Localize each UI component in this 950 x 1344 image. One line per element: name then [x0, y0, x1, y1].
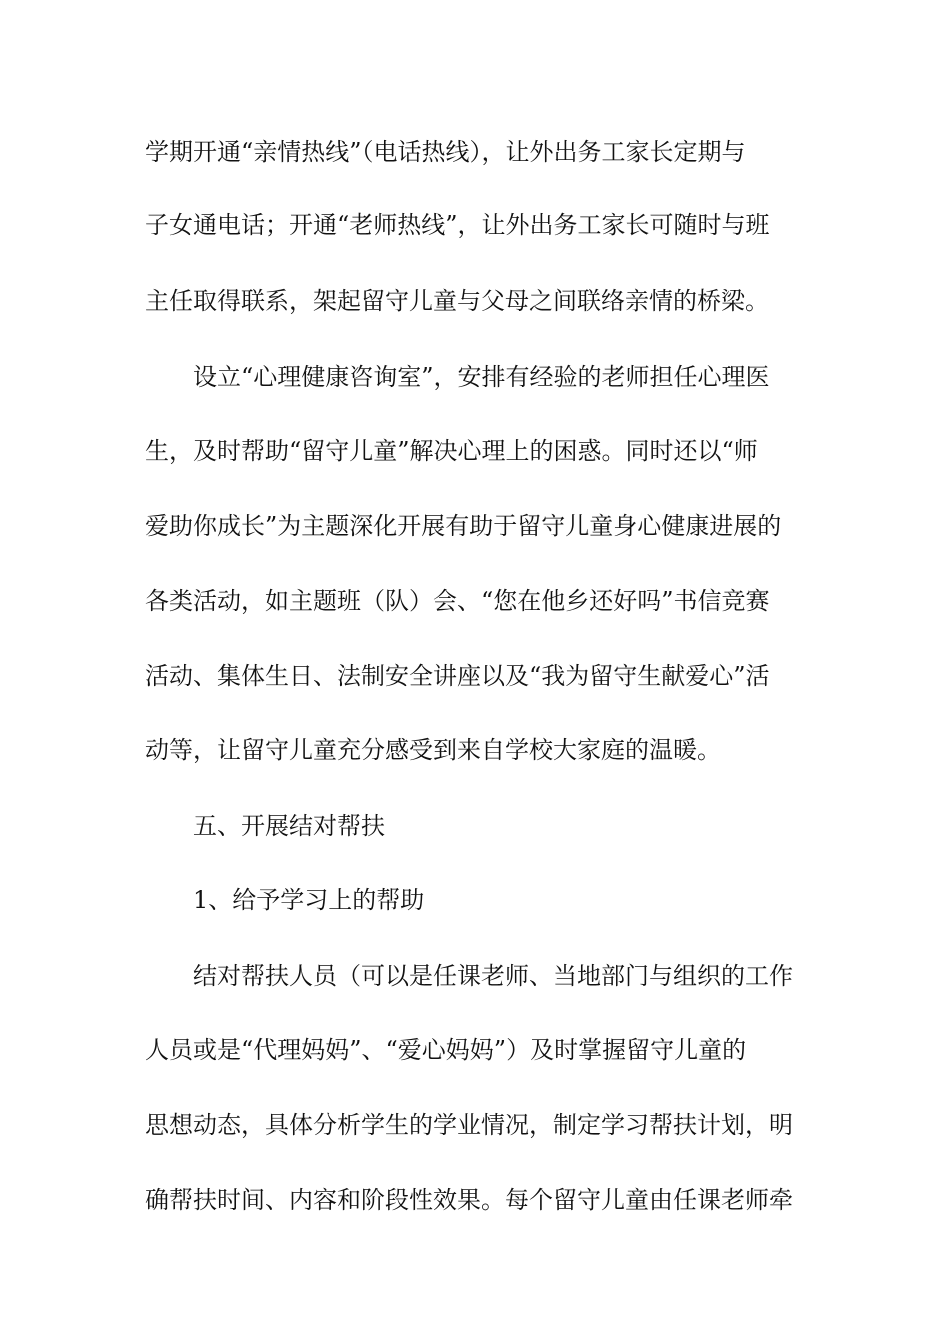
text-line: 确帮扶时间、内容和阶段性效果。每个留守儿童由任课老师牵	[145, 1186, 793, 1214]
text-line: 爱助你成长”为主题深化开展有助于留守儿童身心健康进展的	[145, 512, 782, 540]
text-line: 动等，让留守儿童充分感受到来自学校大家庭的温暖。	[145, 736, 721, 764]
text-line: 思想动态，具体分析学生的学业情况，制定学习帮扶计划，明	[145, 1111, 793, 1139]
section-heading: 五、开展结对帮扶	[193, 812, 385, 840]
text-line: 各类活动，如主题班（队）会、“您在他乡还好吗”书信竞赛	[145, 587, 770, 615]
subsection-heading: 1、给予学习上的帮助	[193, 886, 425, 914]
text-line: 活动、集体生日、法制安全讲座以及“我为留守生献爱心”活	[145, 662, 770, 690]
paragraph-start-line: 设立“心理健康咨询室”，安排有经验的老师担任心理医	[193, 363, 770, 391]
text-line: 生，及时帮助“留守儿童”解决心理上的困惑。同时还以“师	[145, 437, 758, 465]
text-line: 主任取得联系，架起留守儿童与父母之间联络亲情的桥梁。	[145, 287, 769, 315]
text-line: 学期开通“亲情热线”（电话热线），让外出务工家长定期与	[145, 138, 746, 166]
text-line: 人员或是“代理妈妈”、“爱心妈妈”）及时掌握留守儿童的	[145, 1036, 747, 1064]
text-line: 子女通电话；开通“老师热线”，让外出务工家长可随时与班	[145, 211, 770, 239]
paragraph-start-line: 结对帮扶人员（可以是任课老师、当地部门与组织的工作	[193, 962, 793, 990]
